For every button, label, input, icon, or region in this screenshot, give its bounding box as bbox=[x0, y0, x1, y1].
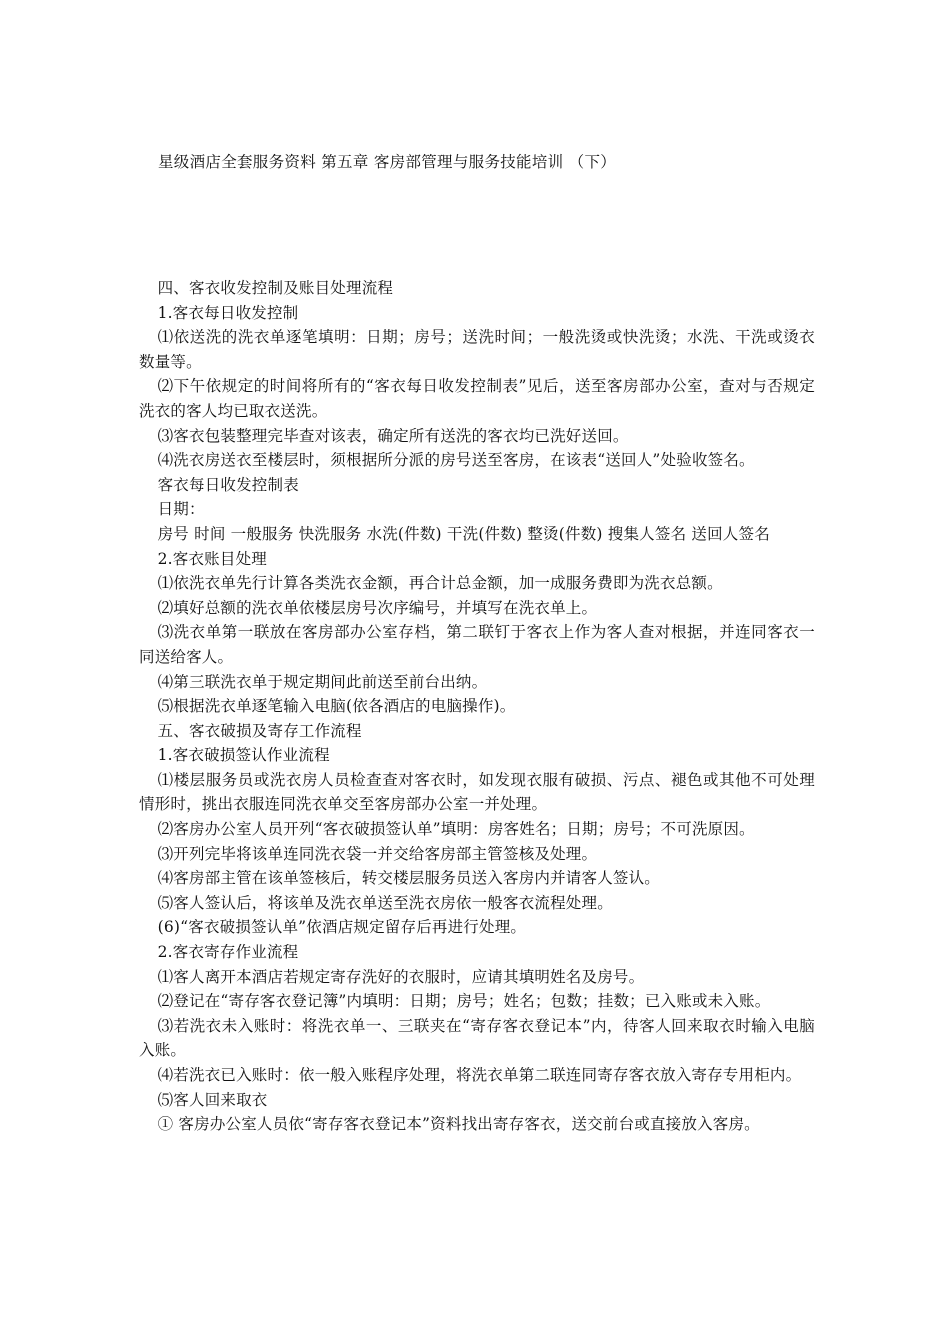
table-date-label: 日期： bbox=[157, 500, 205, 519]
paragraph: (6)“客衣破损签认单”依酒店规定留存后再进行处理。 bbox=[157, 918, 527, 937]
section-heading: 五、客衣破损及寄存工作流程 bbox=[157, 721, 362, 740]
paragraph: ⑶若洗衣未入账时：将洗衣单一、三联夹在“寄存客衣登记本”内，待客人回来取衣时输入电脑入账。 bbox=[139, 1016, 815, 1060]
paragraph: ⑸根据洗衣单逐笔输入电脑(依各酒店的电脑操作)。 bbox=[157, 697, 516, 716]
paragraph: ⑷洗衣房送衣至楼层时，须根据所分派的房号送至客房，在该表“送回人”处验收签名。 bbox=[157, 451, 755, 470]
paragraph: ⑴依送洗的洗衣单逐笔填明：日期；房号；送洗时间；一般洗烫或快洗烫；水洗、干洗或烫衣数量等。 bbox=[139, 328, 815, 371]
table-header-row: 房号 时间 一般服务 快洗服务 水洗(件数) 干洗(件数) 整烫(件数) 搜集人签名 送回人签名 bbox=[157, 524, 770, 543]
paragraph: ⑷第三联洗衣单于规定期间此前送至前台出纳。 bbox=[157, 672, 488, 691]
paragraph: ⑴楼层服务员或洗衣房人员检查查对客衣时，如发现衣服有破损、污点、褪色或其他不可处理情形时，挑出衣服连同洗衣单交至客房部办公室一并处理。 bbox=[139, 770, 815, 814]
paragraph: ⑷若洗衣已入账时：依一般入账程序处理，将洗衣单第二联连同寄存客衣放入寄存专用柜内。 bbox=[157, 1066, 802, 1084]
paragraph: ⑵下午依规定的时间将所有的“客衣每日收发控制表”见后，送至客房部办公室，查对与否规定洗衣的客人均已取衣送洗。 bbox=[139, 377, 815, 420]
paragraph: ⑸客人回来取衣 bbox=[157, 1090, 268, 1109]
paragraph: ⑶客衣包装整理完毕查对该表，确定所有送洗的客衣均已洗好送回。 bbox=[157, 426, 629, 445]
paragraph: ⑵登记在“寄存客衣登记簿”内填明：日期；房号；姓名；包数；挂数；已入账或未入账。 bbox=[157, 992, 771, 1011]
paragraph: ⑵客房办公室人员开列“客衣破损签认单”填明：房客姓名；日期；房号；不可洗原因。 bbox=[157, 820, 755, 839]
subsection-heading: 2.客衣寄存作业流程 bbox=[157, 943, 299, 962]
paragraph: ⑸客人签认后，将该单及洗衣单送至洗衣房依一般客衣流程处理。 bbox=[157, 893, 613, 912]
subsection-heading: 1.客衣破损签认作业流程 bbox=[157, 746, 330, 765]
section-heading: 四、客衣收发控制及账目处理流程 bbox=[157, 279, 394, 297]
paragraph: ⑶开列完毕将该单连同洗衣袋一并交给客房部主管签核及处理。 bbox=[157, 844, 598, 863]
paragraph: ⑴客人离开本酒店若规定寄存洗好的衣服时，应请其填明姓名及房号。 bbox=[157, 967, 645, 986]
paragraph: ⑷客房部主管在该单签核后，转交楼层服务员送入客房内并请客人签认。 bbox=[157, 869, 660, 888]
paragraph: ⑴依洗衣单先行计算各类洗衣金额，再合计总金额，加一成服务费即为洗衣总额。 bbox=[157, 574, 723, 593]
document-title: 星级酒店全套服务资料 第五章 客房部管理与服务技能培训 （下） bbox=[158, 153, 617, 171]
document-body bbox=[139, 276, 815, 1137]
subsection-heading: 2.客衣账目处理 bbox=[157, 549, 267, 568]
subsection-heading: 1.客衣每日收发控制 bbox=[157, 303, 299, 322]
table-title: 客衣每日收发控制表 bbox=[157, 475, 299, 494]
paragraph: ⑶洗衣单第一联放在客房部办公室存档，第二联钉于客衣上作为客人查对根据，并连同客衣一同送给客人。 bbox=[139, 623, 815, 666]
paragraph: ① 客房办公室人员依“寄存客衣登记本”资料找出寄存客衣，送交前台或直接放入客房。 bbox=[157, 1115, 760, 1134]
paragraph: ⑵填好总额的洗衣单依楼层房号次序编号，并填写在洗衣单上。 bbox=[157, 598, 598, 617]
